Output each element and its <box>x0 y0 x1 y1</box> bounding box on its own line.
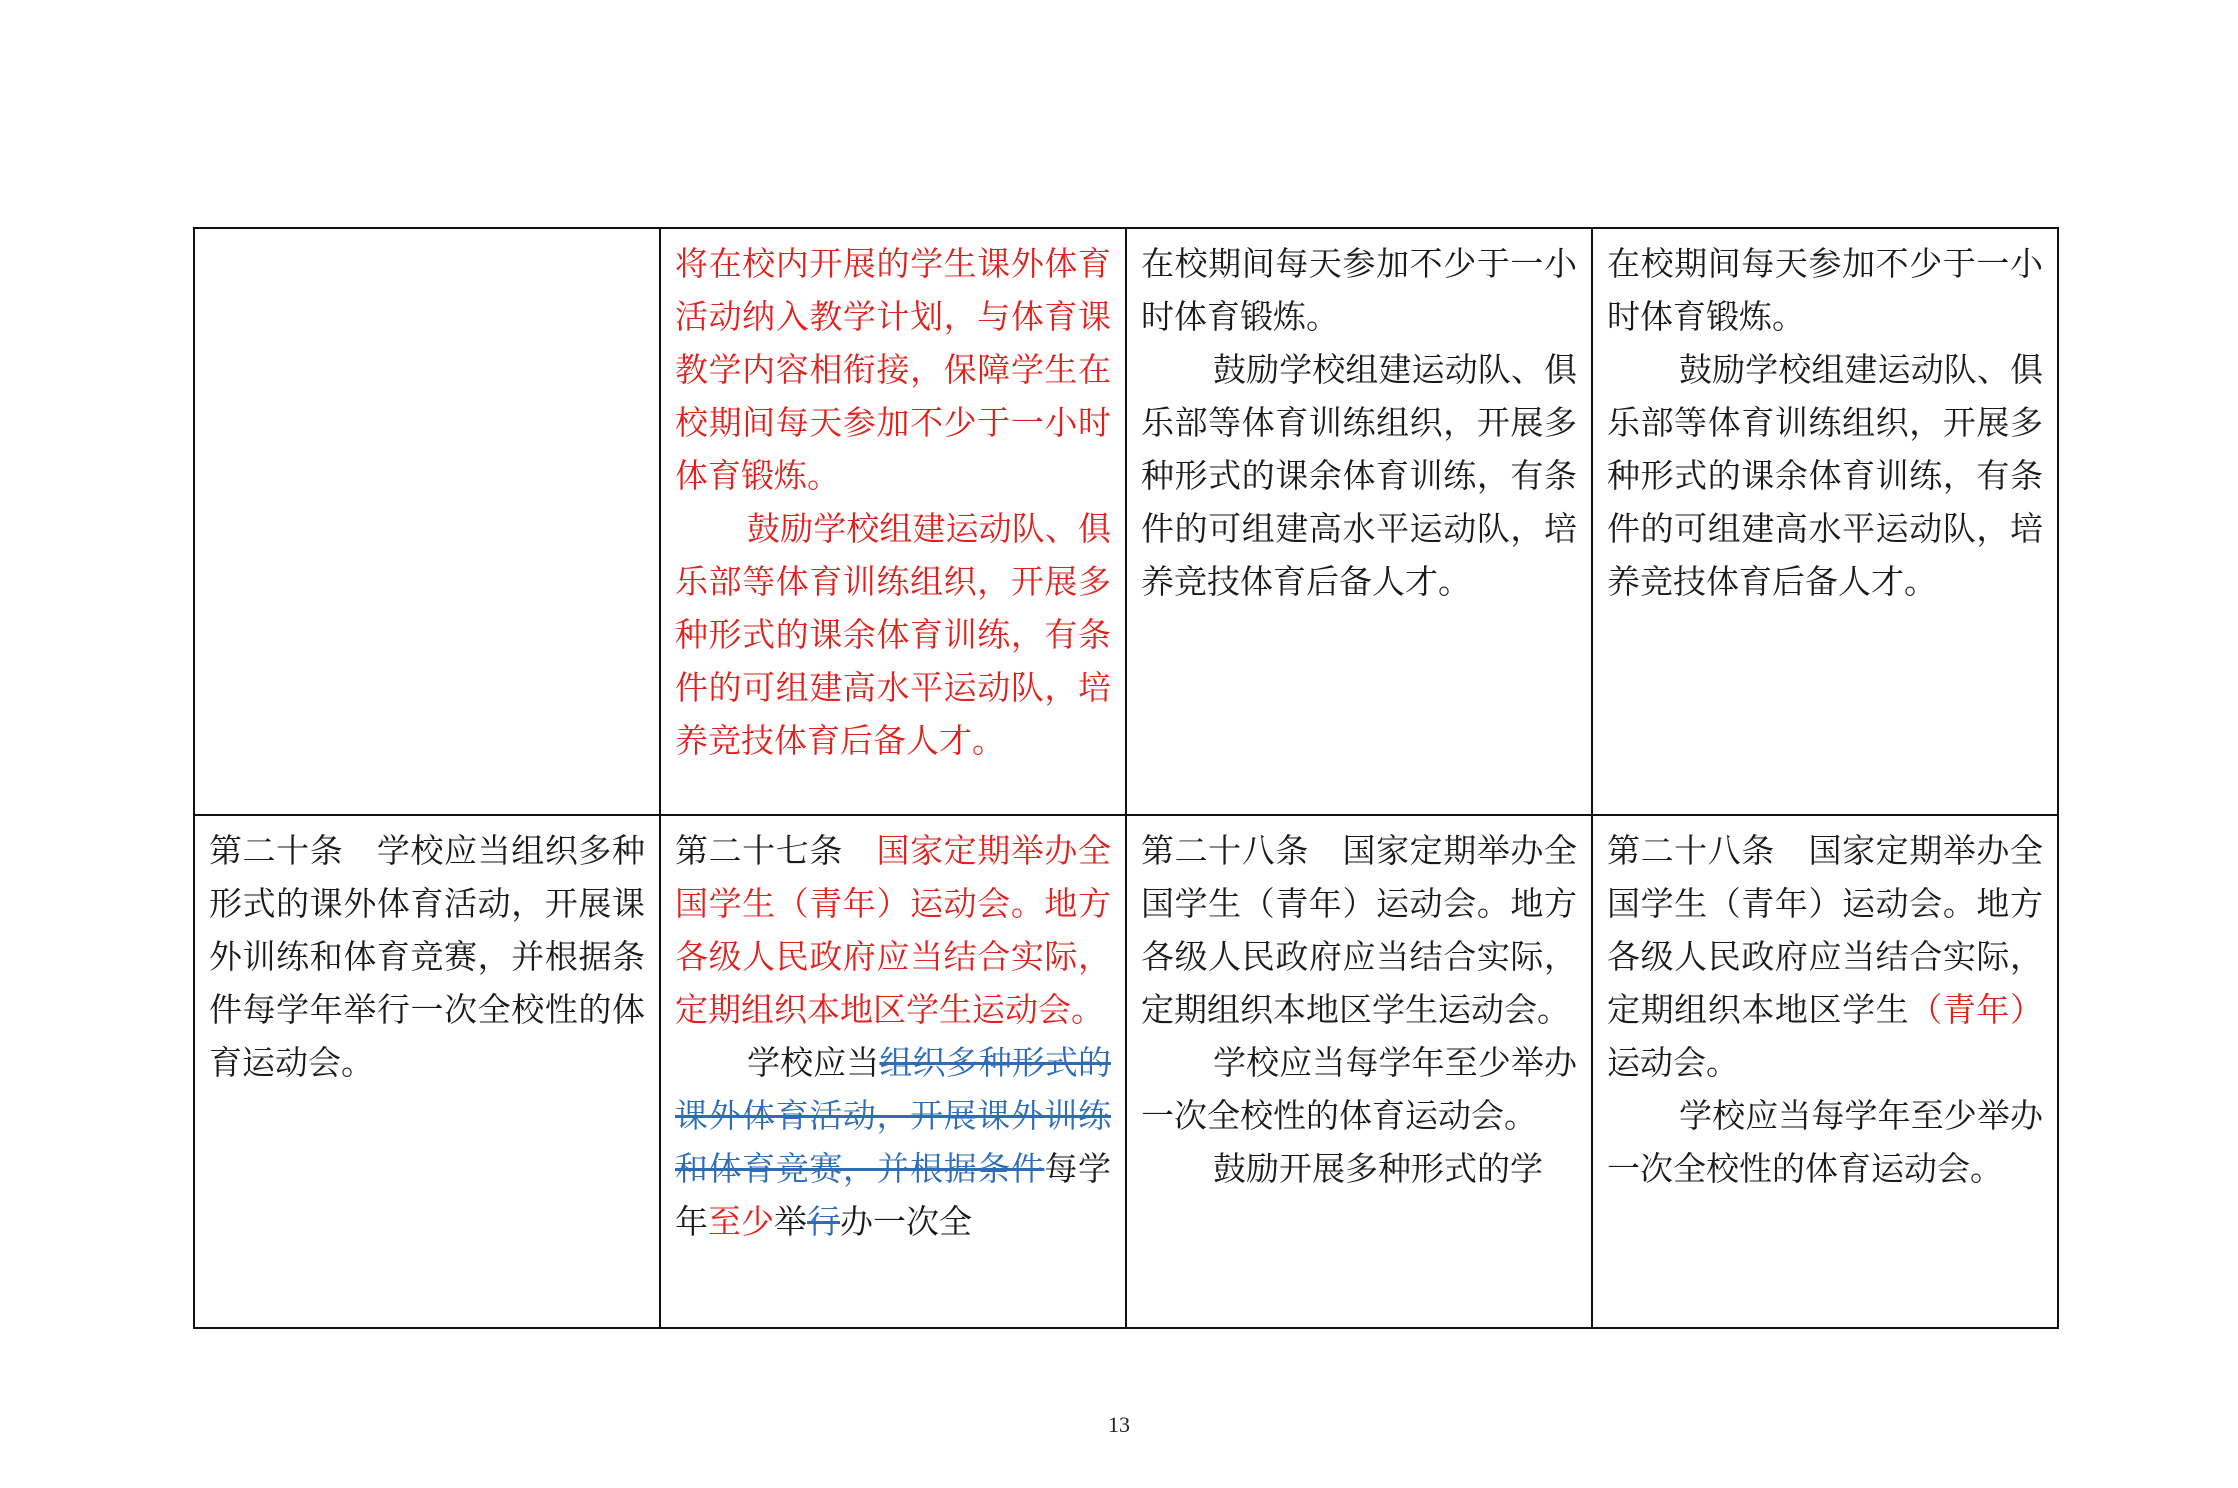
table-cell-r1c4 <box>1592 228 2058 815</box>
table-cell-r1c1 <box>194 228 660 815</box>
cell-paragraph: 鼓励学校组建运动队、俱乐部等体育训练组织，开展多种形式的课余体育训练，有条件的可组建高水平运动队，培养竞技体育后备人才。 <box>675 509 1111 760</box>
table-row <box>194 228 2058 815</box>
table-cell-r2c1 <box>194 815 660 1328</box>
page-number: 13 <box>1108 1412 1130 1437</box>
inserted-text: 至少 <box>708 1202 774 1241</box>
cell-paragraph: 鼓励学校组建运动队、俱乐部等体育训练组织，开展多种形式的课余体育训练，有条件的可组建高水平运动队，培养竞技体育后备人才。 <box>1141 350 1577 601</box>
table-cell-r2c4 <box>1592 815 2058 1328</box>
comparison-table <box>193 227 2059 1329</box>
cell-paragraph: 第二十八条 国家定期举办全国学生（青年）运动会。地方各级人民政府应当结合实际，定期组织本地区学生（青年）运动会。 <box>1607 831 2043 1082</box>
table-cell-r2c2 <box>660 815 1126 1328</box>
inserted-text: （青年） <box>1909 990 2043 1029</box>
table-row <box>194 815 2058 1328</box>
cell-paragraph: 将在校内开展的学生课外体育活动纳入教学计划，与体育课教学内容相衔接，保障学生在校期间每天参加不少于一小时体育锻炼。 <box>675 244 1111 495</box>
cell-paragraph <box>675 824 1111 1036</box>
deleted-text: 行 <box>807 1202 840 1241</box>
cell-paragraph: 学校应当每学年至少举办一次全校性的体育运动会。 <box>1607 1096 2043 1188</box>
article-heading: 第二十七条 <box>675 831 877 870</box>
table-cell-r1c3 <box>1126 228 1592 815</box>
cell-paragraph: 学校应当每学年至少举办一次全校性的体育运动会。 <box>1141 1043 1577 1135</box>
cell-paragraph: 在校期间每天参加不少于一小时体育锻炼。 <box>1607 244 2043 336</box>
cell-paragraph: 在校期间每天参加不少于一小时体育锻炼。 <box>1141 244 1577 336</box>
table-cell-r1c2 <box>660 228 1126 815</box>
inserted-text: 国家定期举办全国学生（青年）运动会。地方各级人民政府应当结合实际，定期组织本地区学生运动会。 <box>675 831 1111 1029</box>
cell-paragraph: 学校应当组织多种形式的课外体育活动，开展课外训练和体育竞赛，并根据条件每学年至少举行办一次全 <box>675 1043 1111 1241</box>
cell-paragraph: 鼓励开展多种形式的学 <box>1213 1149 1543 1188</box>
deleted-text: 组织多种形式的课外体育活动，开展课外训练和体育竞赛，并根据条件 <box>675 1043 1111 1188</box>
cell-paragraph: 第二十条 学校应当组织多种形式的课外体育活动，开展课外训练和体育竞赛，并根据条件每学年举行一次全校性的体育运动会。 <box>209 831 645 1082</box>
cell-paragraph: 第二十八条 国家定期举办全国学生（青年）运动会。地方各级人民政府应当结合实际，定期组织本地区学生运动会。 <box>1141 831 1577 1029</box>
table-cell-r2c3 <box>1126 815 1592 1328</box>
cell-paragraph: 鼓励学校组建运动队、俱乐部等体育训练组织，开展多种形式的课余体育训练，有条件的可组建高水平运动队，培养竞技体育后备人才。 <box>1607 350 2043 601</box>
